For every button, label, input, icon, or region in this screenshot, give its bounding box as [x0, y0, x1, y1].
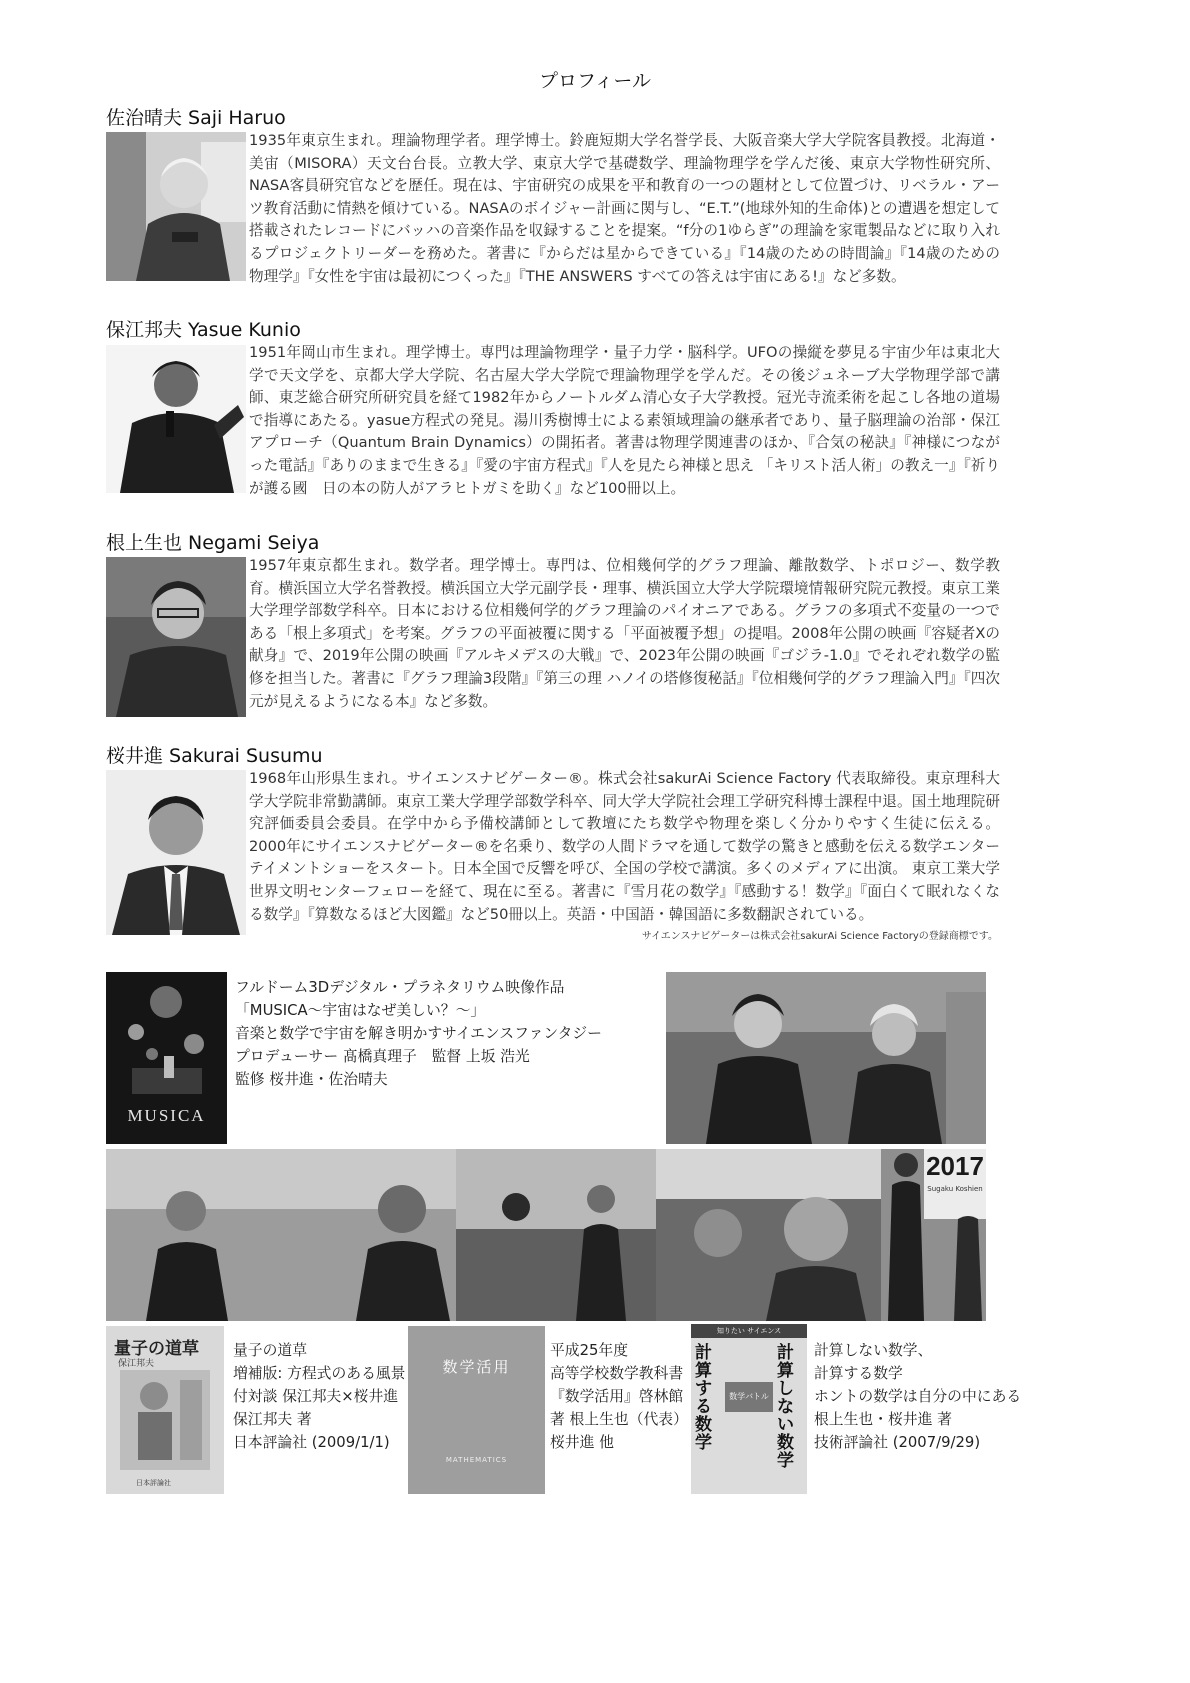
musica-line: 「MUSICA〜宇宙はなぜ美しい？〜」	[235, 1002, 486, 1019]
book-line: ホントの数学は自分の中にある	[814, 1388, 1022, 1405]
book-cover-title-b: 計算しない数学	[777, 1343, 794, 1470]
profile-bio-yasue: 1951年岡山市生まれ。理学博士。専門は理論物理学・量子力学・脳科学。UFOの操縦を夢見る宇宙少年は東北大学で天文学を、京都大学大学院、名古屋大学大学院で理論物理学を学んだ。その後ジュネーブ大学物理学部で講師、東芝総合研究所研究員を経て1982年からノートルダム清心女子大学教授。冠光寺流柔術を起こし各地の道場で指導にあたる。yasue方程式の発見。湯川秀樹博士による素領域理論の継承者であり、量子脳理論の治部・保江アプローチ（Quantum Brain Dynamics）の開拓者。著書は物理学関連書のほか、『合気の秘訣』『神様につながった電話』『ありのままで生きる』『愛の宇宙方程式』『人を見たら神様と思え 「キリスト活人術」の教え一』『祈りが護る國 日の本の防人がアラヒトガミを助く』など100冊以上。	[249, 344, 1000, 497]
musica-line: プロデューサー 髙橋真理子 監督 上坂 浩光	[235, 1048, 530, 1065]
portrait-negami	[106, 557, 246, 717]
book-cover-title: 量子の道草	[114, 1339, 199, 1358]
book-cover-author: 保江邦夫	[118, 1359, 155, 1369]
year-sign: 2017	[926, 1151, 984, 1181]
book-cover-series: 知りたい サイエンス	[691, 1324, 807, 1338]
book-cover-title: 数学活用	[442, 1360, 511, 1376]
book-line: 根上生也・桜井進 著	[814, 1411, 952, 1428]
book-line: 付対談 保江邦夫×桜井進	[233, 1388, 399, 1405]
musica-line: フルドーム3Dデジタル・プラネタリウム映像作品	[235, 979, 565, 996]
book-line: 高等学校数学教科書	[550, 1365, 684, 1382]
book-line: 桜井進 他	[550, 1434, 614, 1451]
musica-caption	[235, 976, 602, 1091]
book-line: 平成25年度	[550, 1342, 629, 1359]
portrait-saji	[106, 132, 246, 281]
book-cover-katsuyo	[408, 1326, 545, 1494]
musica-poster	[106, 972, 227, 1144]
page-title: プロフィール	[538, 70, 652, 92]
book-line: 技術評論社 (2007/9/29)	[814, 1434, 981, 1451]
book-line: 保江邦夫 著	[233, 1411, 312, 1428]
book-caption-ryoshi	[233, 1339, 405, 1454]
profile-name-sakurai: 桜井進 Sakurai Susumu	[106, 745, 323, 767]
profile-name-saji: 佐治晴夫 Saji Haruo	[106, 107, 286, 129]
profile-name-yasue: 保江邦夫 Yasue Kunio	[106, 319, 301, 341]
musica-line: 監修 桜井進・佐治晴夫	[235, 1071, 388, 1088]
portrait-yasue	[106, 345, 246, 493]
photo-strip	[106, 1149, 986, 1321]
book-line: 量子の道草	[233, 1342, 307, 1359]
book-cover-ryoshi	[106, 1326, 224, 1494]
book-cover-subtitle: MATHEMATICS	[445, 1456, 508, 1464]
book-line: 『数学活用』啓林館	[550, 1388, 684, 1405]
book-caption-keisan	[814, 1339, 1021, 1454]
event-photo	[666, 972, 986, 1144]
book-line: 計算しない数学、	[814, 1342, 933, 1359]
year-sign-sub: Sugaku Koshien	[927, 1185, 983, 1193]
book-line: 著 根上生也（代表）	[550, 1411, 688, 1428]
musica-poster-title: MUSICA	[127, 1106, 206, 1125]
portrait-sakurai	[106, 770, 246, 935]
book-cover-publisher: 日本評論社	[136, 1479, 171, 1487]
musica-line: 音楽と数学で宇宙を解き明かすサイエンスファンタジー	[235, 1025, 602, 1042]
book-cover-title-a: 計算する数学	[695, 1343, 712, 1452]
trademark-note: サイエンスナビゲーターは株式会社sakurAi Science Factoryの登録商標です。	[641, 931, 998, 942]
book-cover-keisan	[691, 1324, 807, 1494]
profile-bio-negami: 1957年東京都生まれ。数学者。理学博士。専門は、位相幾何学的グラフ理論、離散数学、トポロジー、数学教育。横浜国立大学名誉教授。横浜国立大学元副学長・理事、横浜国立大学大学院環境情報研究院元教授。東京工業大学理学部数学科卒。日本における位相幾何学的グラフ理論のパイオニアである。グラフの多項式不変量の一つである「根上多項式」を考案。グラフの平面被覆に関する「平面被覆予想」の提唱。2008年公開の映画『容疑者Xの献身』で、2019年公開の映画『アルキメデスの大戦』で、2023年公開の映画『ゴジラ-1.0』でそれぞれ数学の監修を担当した。著書に『グラフ理論3段階』『第三の理 ハノイの塔修復秘話』『位相幾何学的グラフ理論入門』『四次元が見えるようになる本』など多数。	[249, 557, 1000, 710]
book-line: 増補版: 方程式のある風景	[233, 1365, 406, 1382]
book-line: 計算する数学	[814, 1365, 903, 1382]
book-caption-katsuyo	[550, 1339, 688, 1454]
profile-bio-sakurai: 1968年山形県生まれ。サイエンスナビゲーター®。株式会社sakurAi Science Factory 代表取締役。東京理科大学大学院非常勤講師。東京工業大学理学部数学科卒、同大学大学院社会理工学研究科博士課程中退。国土地理院研究評価委員会委員。在学中から予備校講師として教壇にたち数学や物理を楽しく分かりやすく生徒に伝える。2000年にサイエンスナビゲーター®を名乗り、数学の人間ドラマを通して数学の驚きと感動を伝える数学エンターテイメントショーをスタート。日本全国で反響を呼び、全国の学校で講演。多くのメディアに出演。 東京工業大学世界文明センターフェローを経て、現在に至る。著書に『雪月花の数学』『感動する！数学』『面白くて眠れなくなる数学』『算数なるほど大図鑑』など50冊以上。英語・中国語・韓国語に多数翻訳されている。	[249, 770, 1000, 923]
book-cover-badge: 数学バトル	[725, 1382, 773, 1412]
profile-bio-saji: 1935年東京生まれ。理論物理学者。理学博士。鈴鹿短期大学名誉学長、大阪音楽大学大学院客員教授。北海道・美宙（MISORA）天文台台長。立教大学、東京大学で基礎数学、理論物理学を学んだ後、東京大学物性研究所、NASA客員研究官などを歴任。現在は、宇宙研究の成果を平和教育の一つの題材として位置づけ、リベラル・アーツ教育活動に情熱を傾けている。NASAのボイジャー計画に関与し、“E.T.”(地球外知的生命体)との遭遇を想定して搭載されたレコードにバッハの音楽作品を収録することを提案。“f分の1ゆらぎ”の理論を家電製品などに取り入れるプロジェクトリーダーを務めた。著書に『からだは星からできている』『14歳のための時間論』『14歳のための物理学』『女性を宇宙は最初につくった』『THE ANSWERS すべての答えは宇宙にある!』など多数。	[249, 132, 1000, 285]
book-line: 日本評論社 (2009/1/1)	[233, 1434, 390, 1451]
profile-name-negami: 根上生也 Negami Seiya	[106, 532, 320, 554]
